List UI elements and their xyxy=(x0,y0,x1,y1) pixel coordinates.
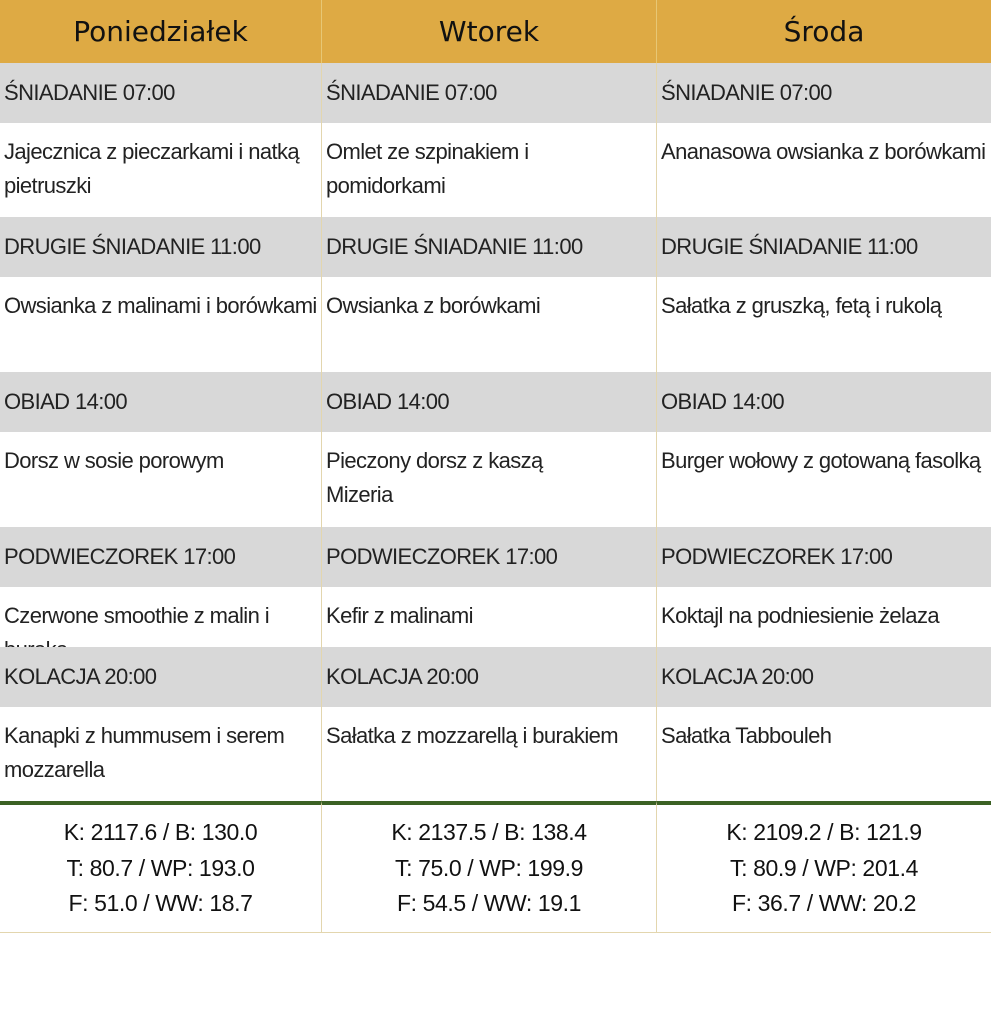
meal-label-second-breakfast: DRUGIE ŚNIADANIE 11:00 xyxy=(0,217,322,277)
nutrition-line: F: 36.7 / WW: 20.2 xyxy=(731,890,917,916)
dish-dinner-tuesday xyxy=(322,707,657,801)
day-header-wednesday: Środa xyxy=(657,0,991,63)
meal-label-lunch: OBIAD 14:00 xyxy=(0,372,322,432)
dish-line: mozzarella xyxy=(4,757,105,782)
day-header-tuesday: Wtorek xyxy=(322,0,657,63)
dish-line: Omlet ze szpinakiem i pomidorkami xyxy=(326,139,529,198)
dish-line: Koktajl na podniesienie żelaza xyxy=(661,603,939,628)
dish-afternoon-snack-tuesday xyxy=(322,587,657,647)
day-header-monday: Poniedziałek xyxy=(0,0,322,63)
dish-lunch-monday xyxy=(0,432,322,527)
dish-line: Sałatka Tabbouleh xyxy=(661,723,832,748)
nutrition-line: T: 80.9 / WP: 201.4 xyxy=(729,854,918,881)
nutrition-line: F: 54.5 / WW: 19.1 xyxy=(396,890,582,916)
nutrition-line: T: 75.0 / WP: 199.9 xyxy=(394,854,583,881)
meal-label-lunch: OBIAD 14:00 xyxy=(322,372,657,432)
meal-label-breakfast: ŚNIADANIE 07:00 xyxy=(0,63,322,123)
dish-breakfast-tuesday xyxy=(322,123,657,217)
meal-label-dinner: KOLACJA 20:00 xyxy=(657,647,991,707)
dish-afternoon-snack-wednesday xyxy=(657,587,991,647)
dish-dinner-monday xyxy=(0,707,322,801)
dish-afternoon-snack-monday xyxy=(0,587,322,647)
nutrition-summary-wednesday xyxy=(657,801,991,933)
nutrition-line: K: 2109.2 / B: 121.9 xyxy=(726,819,922,845)
dish-second-breakfast-monday xyxy=(0,277,322,372)
meal-label-breakfast: ŚNIADANIE 07:00 xyxy=(657,63,991,123)
dish-line: Czerwone smoothie z malin i xyxy=(4,603,270,628)
dish-line: Jajecznica z pieczarkami i natką xyxy=(4,139,300,164)
meal-label-breakfast: ŚNIADANIE 07:00 xyxy=(322,63,657,123)
dish-line: Kanapki z hummusem i serem xyxy=(4,723,285,748)
meal-label-afternoon-snack: PODWIECZOREK 17:00 xyxy=(657,527,991,587)
dish-dinner-wednesday xyxy=(657,707,991,801)
dish-breakfast-monday xyxy=(0,123,322,217)
nutrition-line: T: 80.7 / WP: 193.0 xyxy=(66,854,255,881)
nutrition-line: K: 2137.5 / B: 138.4 xyxy=(391,819,587,845)
nutrition-summary-monday xyxy=(0,801,322,933)
nutrition-line: K: 2117.6 / B: 130.0 xyxy=(63,819,258,845)
nutrition-summary-tuesday xyxy=(322,801,657,933)
dish-line: Burger wołowy z gotowaną fasolką xyxy=(661,448,981,473)
meal-label-afternoon-snack: PODWIECZOREK 17:00 xyxy=(322,527,657,587)
dish-line: Owsianka z borówkami xyxy=(326,293,541,318)
meal-label-dinner: KOLACJA 20:00 xyxy=(322,647,657,707)
dish-line: Ananasowa owsianka z borówkami xyxy=(661,139,986,164)
dish-breakfast-wednesday xyxy=(657,123,991,217)
dish-line: Sałatka z mozzarellą i burakiem xyxy=(326,723,618,748)
dish-line: Kefir z malinami xyxy=(326,603,473,628)
dish-lunch-tuesday xyxy=(322,432,657,527)
dish-line: Mizeria xyxy=(326,482,393,507)
meal-label-dinner: KOLACJA 20:00 xyxy=(0,647,322,707)
meal-label-second-breakfast: DRUGIE ŚNIADANIE 11:00 xyxy=(322,217,657,277)
dish-lunch-wednesday xyxy=(657,432,991,527)
dish-line: Dorsz w sosie porowym xyxy=(4,448,224,473)
dish-second-breakfast-wednesday xyxy=(657,277,991,372)
dish-line: Owsianka z malinami i borówkami xyxy=(4,293,317,318)
dish-line: Pieczony dorsz z kaszą xyxy=(326,448,543,473)
dish-line: pietruszki xyxy=(4,173,91,198)
dish-line: Sałatka z gruszką, fetą i rukolą xyxy=(661,293,942,318)
meal-label-lunch: OBIAD 14:00 xyxy=(657,372,991,432)
dish-second-breakfast-tuesday xyxy=(322,277,657,372)
meal-label-second-breakfast: DRUGIE ŚNIADANIE 11:00 xyxy=(657,217,991,277)
nutrition-line: F: 51.0 / WW: 18.7 xyxy=(68,890,253,916)
meal-label-afternoon-snack: PODWIECZOREK 17:00 xyxy=(0,527,322,587)
